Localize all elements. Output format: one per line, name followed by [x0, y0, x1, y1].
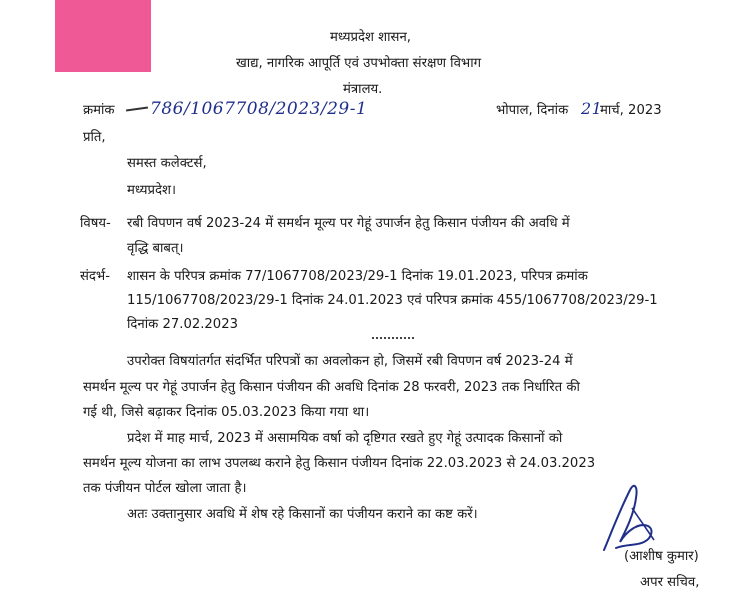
reference-line-2: 115/1067708/2023/29-1 दिनांक 24.01.2023 एवं परिपत्र क्रमांक 455/1067708/2023/29-1: [127, 293, 658, 308]
addressee-prati: प्रति,: [83, 130, 106, 145]
strikethrough-mark: [126, 106, 148, 111]
reference-label: संदर्भ-: [80, 269, 110, 284]
body-para-1-line-2: समर्थन मूल्य पर गेहूं उपार्जन हेतु किसान पंजीयन की अवधि दिनांक 28 फरवरी, 2023 तक निर्धारित की: [83, 380, 580, 395]
body-para-1-line-3: गई थी, जिसे बढ़ाकर दिनांक 05.03.2023 किया गया था।: [83, 405, 370, 420]
body-para-1-line-1: उपरोक्त विषयांतर्गत संदर्भित परिपत्रों का अवलोकन हो, जिसमें रबी विपणन वर्ष 2023-24 में: [127, 354, 573, 369]
subject-line-2: वृद्धि बाबत्।: [127, 241, 184, 256]
body-para-2-line-1: प्रदेश में माह मार्च, 2023 में असामयिक वर्षा को दृष्टिगत रखते हुए गेहूं उत्पादक किसानों को: [127, 431, 563, 446]
place-date-label: भोपाल, दिनांक: [496, 103, 569, 118]
addressee-line-1: समस्त कलेक्टर्स,: [127, 156, 207, 171]
dotted-separator: [372, 337, 414, 339]
reference-line-1: शासन के परिपत्र क्रमांक 77/1067708/2023/29-1 दिनांक 19.01.2023, परिपत्र क्रमांक: [127, 269, 588, 284]
reference-line-3: दिनांक 27.02.2023: [127, 317, 238, 332]
order-number-label: क्रमांक: [83, 103, 115, 118]
header-government: मध्यप्रदेश शासन,: [330, 30, 411, 45]
signature-scribble: [596, 478, 666, 558]
date-day-handwritten: 21: [581, 99, 603, 118]
date-month-year: मार्च, 2023: [600, 103, 662, 118]
header-ministry: मंत्रालय.: [343, 82, 383, 97]
addressee-line-2: मध्यप्रदेश।: [127, 183, 176, 198]
redaction-block: [55, 0, 151, 72]
header-department: खाद्य, नागरिक आपूर्ति एवं उपभोक्ता संरक्षण विभाग: [236, 56, 482, 71]
body-para-2-line-2: समर्थन मूल्य योजना का लाभ उपलब्ध कराने हेतु किसान पंजीयन दिनांक 22.03.2023 से 24.03.2023: [83, 456, 596, 471]
subject-label: विषय-: [80, 216, 111, 231]
signatory-designation: अपर सचिव,: [640, 575, 700, 590]
order-number-handwritten: 786/1067708/2023/29-1: [150, 99, 368, 119]
body-para-2-line-3: तक पंजीयन पोर्टल खोला जाता है।: [83, 481, 247, 496]
body-para-3-line-1: अतः उक्तानुसार अवधि में शेष रहे किसानों का पंजीयन कराने का कष्ट करें।: [127, 507, 478, 522]
subject-line-1: रबी विपणन वर्ष 2023-24 में समर्थन मूल्य पर गेहूं उपार्जन हेतु किसान पंजीयन की अवधि में: [127, 216, 570, 231]
signatory-name: (आशीष कुमार): [624, 549, 699, 564]
